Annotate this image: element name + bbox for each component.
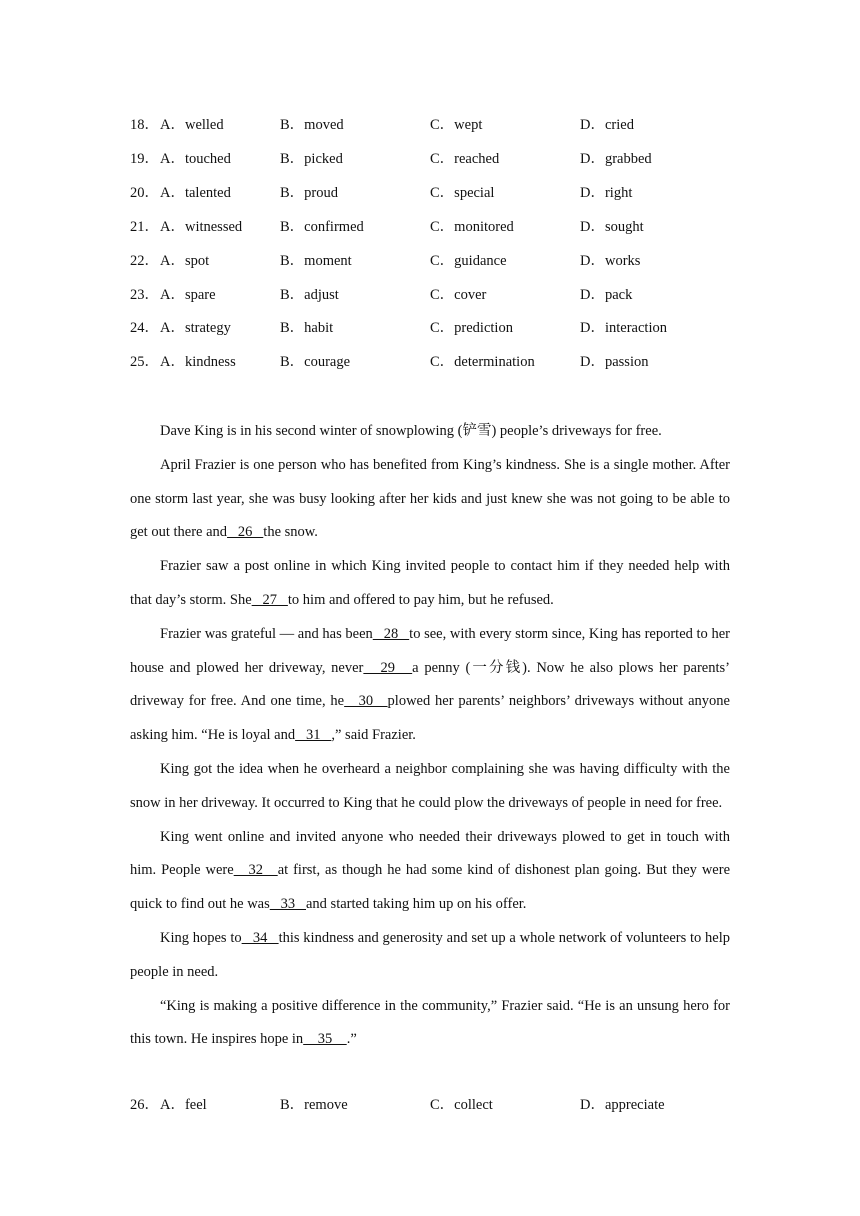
question-row <box>130 181 750 201</box>
option-c: C．special <box>430 185 495 201</box>
blank-27: 27 <box>251 591 288 608</box>
question-row <box>130 1093 750 1113</box>
paragraph <box>130 990 730 1058</box>
paragraph-text: King got the idea when he overheard a neighbor complaining she was having difficulty with the snow in her driveway. It occurred to King that he could plow the driveways of people in need for free. <box>130 760 730 811</box>
question-number: 21． <box>130 219 159 235</box>
paragraph-text: “King is making a positive difference in the community,” Frazier said. “He is an unsung hero for this town. He inspires hope in <box>130 997 730 1048</box>
question-row <box>130 350 750 370</box>
paragraph-text: this kindness and generosity and set up a whole network of volunteers to help people in need. <box>130 929 731 980</box>
option-d: D．grabbed <box>580 151 652 167</box>
option-c: C．guidance <box>430 253 507 269</box>
paragraph-text: a penny (一分钱). Now he also plows her parents’ driveway for free. And one time, he <box>130 659 730 710</box>
option-b: B．remove <box>280 1097 348 1113</box>
question-number: 18． <box>130 117 159 133</box>
question-number: 23． <box>130 287 159 303</box>
option-b: B．proud <box>280 185 338 201</box>
paragraph <box>130 753 730 821</box>
option-a: A．strategy <box>160 320 231 336</box>
option-c: C．determination <box>430 354 535 370</box>
option-a: A．welled <box>160 117 224 133</box>
paragraph-text: April Frazier is one person who has benefited from King’s kindness. She is a single mother. After one storm last year, she was busy looking after her kids and just knew she was not going to be able to get out there and <box>130 456 730 541</box>
question-row <box>130 215 750 235</box>
question-number: 25． <box>130 354 159 370</box>
option-d: D．appreciate <box>580 1097 665 1113</box>
option-b: B．habit <box>280 320 334 336</box>
question-row <box>130 147 750 167</box>
paragraph-text: at first, as though he had some kind of dishonest plan going. But they were quick to find out he was <box>130 862 731 913</box>
paragraph-text: .” <box>346 1031 357 1048</box>
blank-31: 31 <box>295 727 332 744</box>
option-d: D．sought <box>580 219 644 235</box>
option-a: A．kindness <box>160 354 236 370</box>
option-c: C．monitored <box>430 219 514 235</box>
option-a: A．spot <box>160 253 210 269</box>
blank-32: 32 <box>233 862 278 879</box>
option-d: D．right <box>580 185 633 201</box>
option-c: C．cover <box>430 287 487 303</box>
option-b: B．adjust <box>280 287 339 303</box>
option-a: A．spare <box>160 287 216 303</box>
option-d: D．passion <box>580 354 649 370</box>
blank-28: 28 <box>372 625 410 642</box>
option-c: C．prediction <box>430 320 513 336</box>
option-b: B．moment <box>280 253 352 269</box>
question-row <box>130 113 750 133</box>
blank-29: 29 <box>363 659 413 676</box>
paragraph-text: to see, with every storm since, King has reported to her house and plowed her driveway, never <box>130 625 730 676</box>
paragraph-text: Frazier saw a post online in which King invited people to contact him if they needed help with that day’s storm. She <box>130 558 730 608</box>
question-number: 26． <box>130 1097 159 1113</box>
question-number: 24． <box>130 320 159 336</box>
option-d: D．cried <box>580 117 634 133</box>
option-b: B．confirmed <box>280 219 364 235</box>
paragraph <box>130 550 730 618</box>
paragraph-text: plowed her parents’ neighbors’ driveways without anyone asking him. “He is loyal and <box>130 693 730 744</box>
paragraph <box>130 415 730 449</box>
option-c: C．collect <box>430 1097 493 1113</box>
reading-passage <box>130 415 730 1057</box>
blank-34: 34 <box>241 929 279 946</box>
question-number: 22． <box>130 253 159 269</box>
blank-30: 30 <box>344 693 388 710</box>
paragraph <box>130 449 730 550</box>
option-a: A．touched <box>160 151 231 167</box>
option-d: D．interaction <box>580 320 667 336</box>
paragraph-text: Frazier was grateful — and has been <box>160 625 373 642</box>
paragraph-text: King hopes to <box>160 929 242 946</box>
paragraph-text: King went online and invited anyone who needed their driveways plowed to get in touch with him. People were <box>130 828 730 879</box>
question-row <box>130 249 750 269</box>
blank-35: 35 <box>303 1031 347 1048</box>
option-a: A．talented <box>160 185 231 201</box>
option-d: D．pack <box>580 287 633 303</box>
option-a: A．feel <box>160 1097 207 1113</box>
paragraph-text: and started taking him up on his offer. <box>306 896 527 913</box>
question-row <box>130 316 750 336</box>
option-c: C．reached <box>430 151 500 167</box>
paragraph-text: to him and offered to pay him, but he refused. <box>287 591 554 608</box>
blank-33: 33 <box>269 896 306 913</box>
option-b: B．moved <box>280 117 344 133</box>
option-c: C．wept <box>430 117 483 133</box>
option-d: D．works <box>580 253 641 269</box>
option-b: B．courage <box>280 354 351 370</box>
paragraph <box>130 922 730 990</box>
option-b: B．picked <box>280 151 343 167</box>
paragraph <box>130 618 730 753</box>
blank-26: 26 <box>227 524 264 541</box>
question-number: 20． <box>130 185 159 201</box>
question-number: 19． <box>130 151 159 167</box>
option-a: A．witnessed <box>160 219 243 235</box>
paragraph-text: ,” said Frazier. <box>331 727 416 744</box>
paragraph <box>130 821 730 922</box>
paragraph-text: Dave King is in his second winter of snowplowing (铲雪) people’s driveways for free. <box>160 423 662 439</box>
paragraph-text: the snow. <box>263 524 318 541</box>
question-row <box>130 283 750 303</box>
